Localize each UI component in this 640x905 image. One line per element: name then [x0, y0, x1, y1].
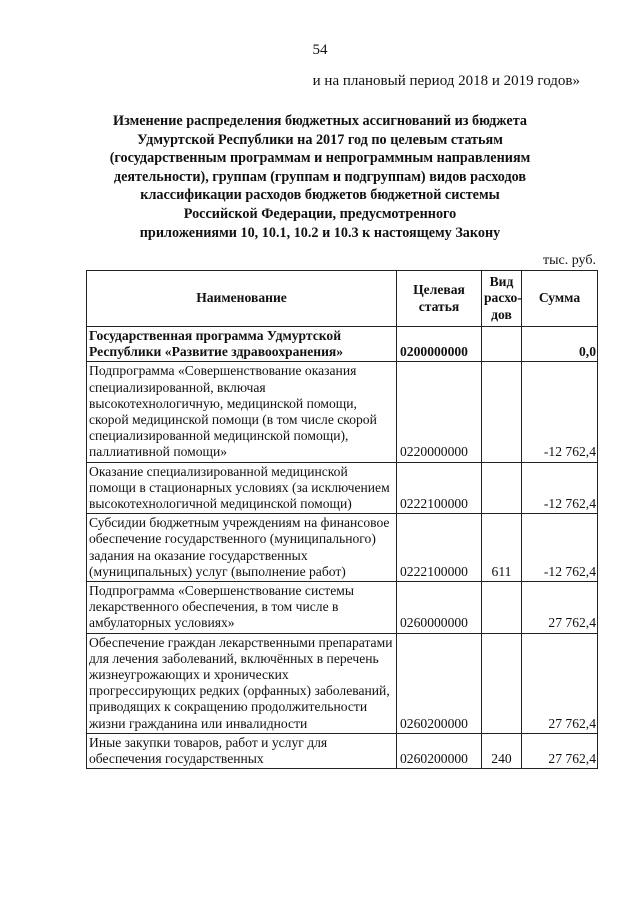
row-sum: -12 762,4 — [522, 362, 598, 462]
row-name: Государственная программа Удмуртской Республики «Развитие здравоохранения» — [87, 327, 397, 362]
document-title — [95, 112, 545, 242]
row-type — [482, 327, 522, 362]
row-name: Подпрограмма «Совершенствование оказания специализированной, включая высокотехнологичную, медицинской помощи, скорой медицинской помощи (в том числе скорой специализированной медицинской помощи), паллиативной помощи» — [87, 362, 397, 462]
column-header-sum: Сумма — [522, 271, 598, 327]
title-line: классификации расходов бюджетов бюджетной системы — [140, 187, 500, 204]
table-row — [87, 362, 598, 462]
row-name: Субсидии бюджетным учреждениям на финансовое обеспечение государственного (муниципального) задания на оказание государственных (муниципальных) услуг (выполнение работ) — [87, 514, 397, 582]
row-name: Подпрограмма «Совершенствование системы лекарственного обеспечения, в том числе в амбулаторных условиях» — [87, 582, 397, 634]
row-sum: -12 762,4 — [522, 514, 598, 582]
title-line: приложениями 10, 10.1, 10.2 и 10.3 к настоящему Закону — [139, 224, 501, 241]
table-row — [87, 582, 598, 634]
row-code: 0220000000 — [397, 362, 482, 462]
row-name: Обеспечение граждан лекарственными препаратами для лечения заболеваний, включённых в перечень жизнеугрожающих и хронических прогрессирующих редких (орфанных) заболеваний, приводящих к сокращению продолжительности жизни гражданина или инвалидности — [87, 633, 397, 733]
budget-table — [86, 270, 598, 769]
row-type — [482, 462, 522, 514]
table-row — [87, 462, 598, 514]
title-line: Изменение распределения бюджетных ассигнований из бюджета — [113, 113, 527, 129]
table-row — [87, 327, 598, 362]
units-note: тыс. руб. — [543, 253, 596, 268]
row-type: 611 — [482, 514, 522, 582]
row-type: 240 — [482, 733, 522, 768]
row-name: Оказание специализированной медицинской помощи в стационарных условиях (за исключением высокотехнологичной медицинской помощи) — [87, 462, 397, 514]
row-code: 0222100000 — [397, 514, 482, 582]
title-line: деятельности), группам (группам и подгруппам) видов расходов — [113, 168, 527, 185]
row-type — [482, 633, 522, 733]
title-line: Российской Федерации, предусмотренного — [183, 205, 457, 222]
row-code: 0222100000 — [397, 462, 482, 514]
period-line: и на плановый период 2018 и 2019 годов» — [312, 73, 580, 89]
row-code: 0200000000 — [397, 327, 482, 362]
row-sum: 27 762,4 — [522, 733, 598, 768]
row-type — [482, 582, 522, 634]
column-header-code: Целевая статья — [397, 271, 482, 327]
table-row — [87, 633, 598, 733]
row-code: 0260000000 — [397, 582, 482, 634]
row-code: 0260200000 — [397, 733, 482, 768]
row-name: Иные закупки товаров, работ и услуг для обеспечения государственных — [87, 733, 397, 768]
table-row — [87, 514, 598, 582]
table-row — [87, 733, 598, 768]
table-header-row — [87, 271, 598, 327]
row-sum: 0,0 — [522, 327, 598, 362]
column-header-type: Вид расхо-дов — [482, 271, 522, 327]
row-sum: 27 762,4 — [522, 633, 598, 733]
row-code: 0260200000 — [397, 633, 482, 733]
row-sum: -12 762,4 — [522, 462, 598, 514]
page-number: 54 — [312, 42, 328, 58]
title-line: (государственным программам и непрограммным направлениям — [109, 150, 531, 167]
row-sum: 27 762,4 — [522, 582, 598, 634]
title-line: Удмуртской Республики на 2017 год по целевым статьям — [137, 131, 503, 148]
row-type — [482, 362, 522, 462]
column-header-name: Наименование — [87, 271, 397, 327]
